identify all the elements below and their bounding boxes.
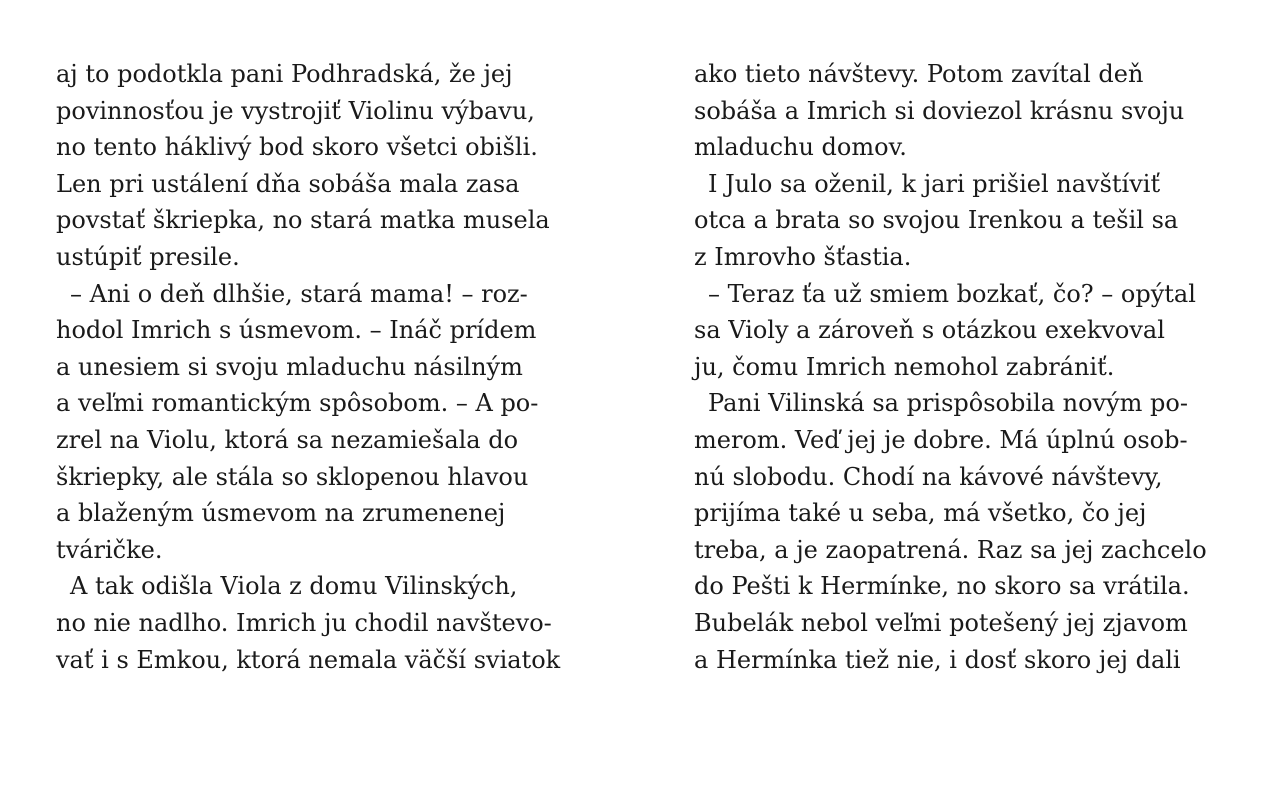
text-line: aj to podotkla pani Podhradská, že jej: [56, 60, 513, 88]
text-line: a blaženým úsmevom na zrumenenej: [56, 499, 506, 528]
text-line: škriepky, ale stála so sklopenou hlavou: [56, 462, 529, 491]
text-line: sa Violy a zároveň s otázkou exekvoval: [694, 316, 1165, 345]
text-line: treba, a je zaopatrená. Raz sa jej zachcelo: [694, 535, 1207, 564]
text-line: A tak odišla Viola z domu Vilinských,: [70, 572, 518, 601]
text-line: z Imrovho šťastia.: [694, 242, 912, 271]
text-line: povinnosťou je vystrojiť Violinu výbavu,: [56, 96, 535, 125]
text-line: vať i s Emkou, ktorá nemala väčší sviatok: [56, 645, 561, 674]
text-line: no nie nadlho. Imrich ju chodil navštevo-: [56, 608, 552, 637]
text-line: tváričke.: [56, 535, 163, 564]
text-line: Bubelák nebol veľmi potešený jej zjavom: [694, 608, 1188, 637]
text-line: ako tieto návštevy. Potom zavítal deň: [694, 60, 1144, 88]
text-line: no tento háklivý bod skoro všetci obišli.: [56, 133, 538, 162]
text-line: ustúpiť presile.: [56, 242, 240, 271]
text-line: povstať škriepka, no stará matka musela: [56, 206, 550, 235]
text-line: – Teraz ťa už smiem bozkať, čo? – opýtal: [708, 279, 1196, 308]
text-line: zrel na Violu, ktorá sa nezamiešala do: [56, 425, 519, 454]
text-line: otca a brata so svojou Irenkou a tešil sa: [694, 206, 1179, 235]
text-line: sobáša a Imrich si doviezol krásnu svoju: [694, 96, 1185, 125]
text-line: Len pri ustálení dňa sobáša mala zasa: [56, 169, 520, 198]
text-line: I Julo sa oženil, k jari prišiel navštíviť: [708, 169, 1161, 198]
text-line: merom. Veď jej je dobre. Má úplnú osob-: [694, 425, 1188, 454]
text-line: a veľmi romantickým spôsobom. – A po-: [56, 389, 539, 418]
right-page: [694, 56, 1224, 678]
text-line: do Pešti k Hermínke, no skoro sa vrátila.: [694, 572, 1190, 601]
text-line: mladuchu domov.: [694, 133, 907, 162]
text-line: a unesiem si svoju mladuchu násilným: [56, 352, 523, 381]
text-line: Pani Vilinská sa prispôsobila novým po-: [708, 389, 1188, 418]
text-line: nú slobodu. Chodí na kávové návštevy,: [694, 462, 1163, 491]
left-page: [56, 56, 586, 678]
text-line: prijíma také u seba, má všetko, čo jej: [694, 499, 1147, 528]
text-line: – Ani o deň dlhšie, stará mama! – roz-: [70, 279, 528, 308]
text-line: hodol Imrich s úsmevom. – Ináč prídem: [56, 316, 537, 345]
text-line: ju, čomu Imrich nemohol zabrániť.: [694, 352, 1115, 381]
text-line: a Hermínka tiež nie, i dosť skoro jej dali: [694, 645, 1181, 674]
